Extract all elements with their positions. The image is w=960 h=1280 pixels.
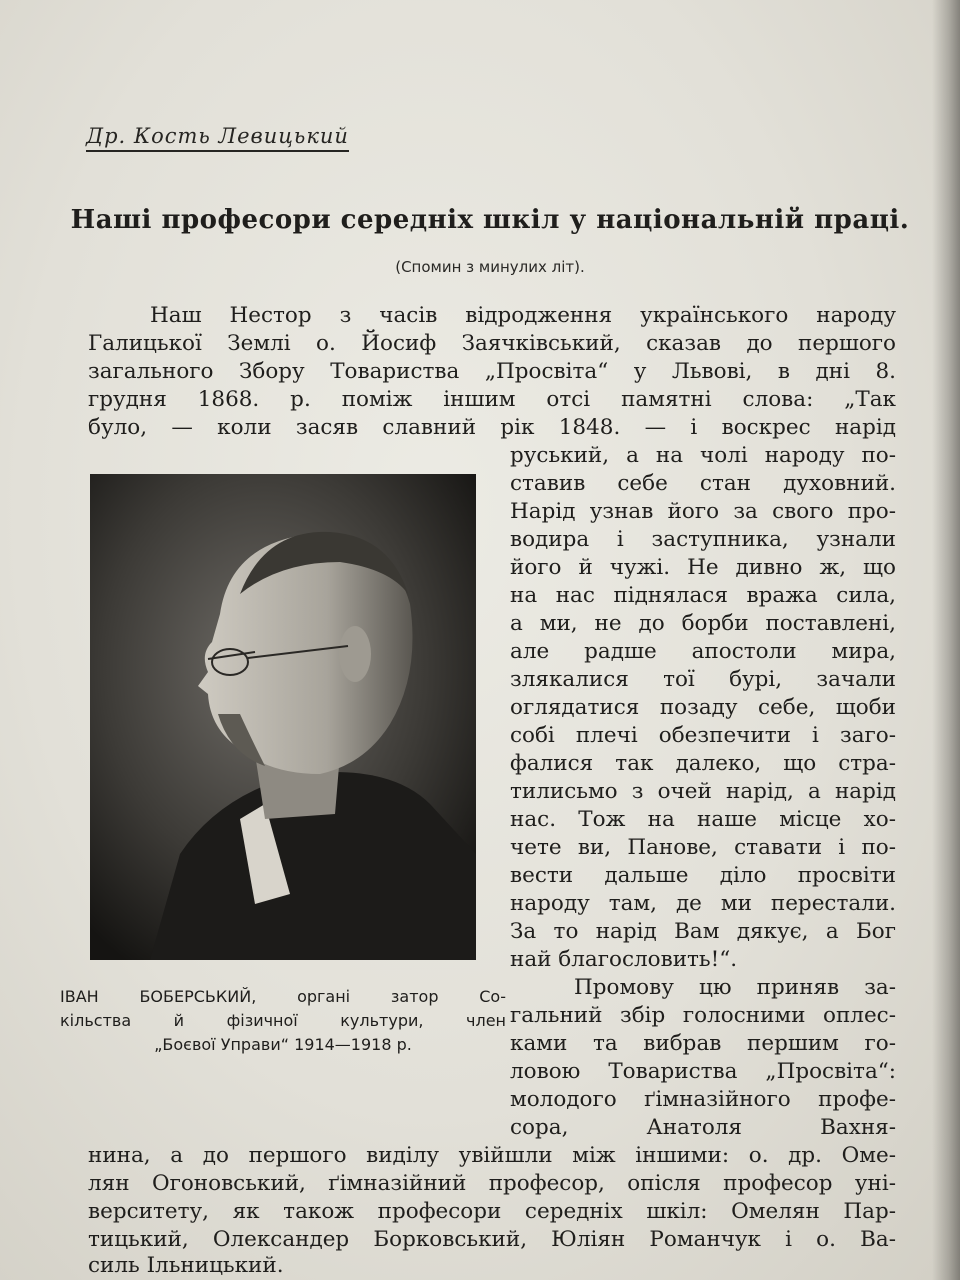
body-line: водира і заступника, узнали [510, 527, 896, 552]
body-line: тицький, Олександер Борковський, Юліян Романчук і о. Ва- [88, 1227, 896, 1252]
body-line: на нас піднялася вража сила, [510, 583, 896, 608]
body-line: фалися так далеко, що стра- [510, 751, 896, 776]
body-line: молодого ґімназійного профе- [510, 1087, 896, 1112]
body-line: тилисьмо з очей нарід, а нарід [510, 779, 896, 804]
body-line: народу там, де ми перестали. [510, 891, 896, 916]
photo-caption-line: кільства й фізичної культури, член [60, 1011, 506, 1030]
body-line: руський, а на чолі народу по- [510, 443, 896, 468]
article-subtitle: (Спомин з минулих літ). [395, 258, 585, 276]
body-line: лян Огоновський, ґімназійний професор, опісля професор уні- [88, 1171, 896, 1196]
body-line: чете ви, Панове, ставати і по- [510, 835, 896, 860]
portrait-photo [90, 474, 476, 960]
body-line: грудня 1868. р. поміж іншим отсі памятні слова: „Так [88, 387, 896, 412]
body-line: нас. Тож на наше місце хо- [510, 807, 896, 832]
body-line: але радше апостоли мира, [510, 639, 896, 664]
book-gutter-shadow [932, 0, 960, 1280]
body-line: його й чужі. Не дивно ж, що [510, 555, 896, 580]
body-line: оглядатися позаду себе, щоби [510, 695, 896, 720]
body-line: а ми, не до борби поставлені, [510, 611, 896, 636]
photo-caption-line: „Боєвої Управи“ 1914—1918 р. [154, 1035, 412, 1054]
body-line: За то нарід Вам дякує, а Бог [510, 919, 896, 944]
body-line: було, — коли засяв славний рік 1848. — і воскрес нарід [88, 415, 896, 440]
body-line: Галицької Землі о. Йосиф Заячківський, сказав до першого [88, 331, 896, 356]
body-line: нина, а до першого виділу увійшли між іншими: о. др. Оме- [88, 1143, 896, 1168]
body-line: Промову цю приняв за- [574, 975, 896, 1000]
body-line: Нарід узнав його за свого про- [510, 499, 896, 524]
body-line: гальний збір голосними оплес- [510, 1003, 896, 1028]
body-line: загального Збору Товариства „Просвіта“ у Львові, в дні 8. [88, 359, 896, 384]
author-name: Др. Кость Левицький [86, 124, 349, 152]
body-line: ловою Товариства „Просвіта“: [510, 1059, 896, 1084]
photo-caption-line: ІВАН БОБЕРСЬКИЙ, органі затор Со- [60, 987, 506, 1006]
body-line: собі плечі обезпечити і заго- [510, 723, 896, 748]
body-line: най благословить!“. [510, 947, 738, 972]
body-line: силь Ільницький. [88, 1253, 284, 1278]
body-line: ставив себе стан духовний. [510, 471, 896, 496]
article-title: Наші професори середніх шкіл у національній праці. [70, 205, 910, 235]
body-line: сора, Анатоля Вахня- [510, 1115, 896, 1140]
body-line: Наш Нестор з часів відродження українського народу [150, 303, 896, 328]
body-line: злякалися тої бурі, зачали [510, 667, 896, 692]
body-line: ками та вибрав першим го- [510, 1031, 896, 1056]
body-line: верситету, як також професори середніх шкіл: Омелян Пар- [88, 1199, 896, 1224]
body-line: вести дальше діло просвіти [510, 863, 896, 888]
portrait-icon [90, 474, 476, 960]
